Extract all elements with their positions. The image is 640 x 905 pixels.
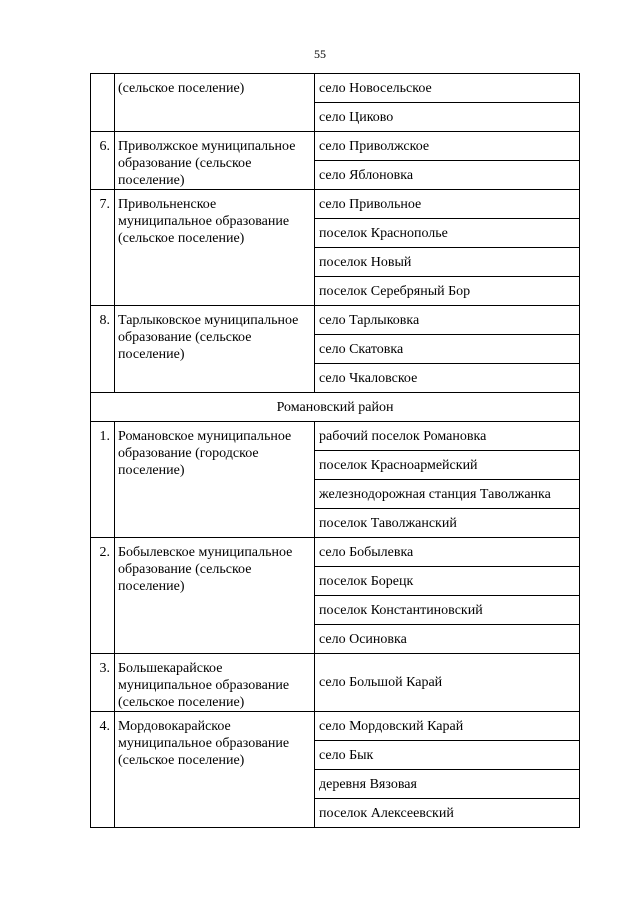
settlement-cell: поселок Борецк xyxy=(315,567,580,596)
table-row xyxy=(91,422,580,451)
municipality-name: Бобылевское муниципальное образование (сельское поселение) xyxy=(115,538,315,654)
settlement-cell: село Яблоновка xyxy=(315,161,580,190)
district-row xyxy=(91,393,580,422)
settlement-cell: рабочий поселок Романовка xyxy=(315,422,580,451)
row-number: 7. xyxy=(91,190,115,306)
row-number: 8. xyxy=(91,306,115,393)
row-number: 2. xyxy=(91,538,115,654)
settlement-cell: село Циково xyxy=(315,103,580,132)
settlement-cell: село Большой Карай xyxy=(315,654,580,712)
municipality-name: (сельское поселение) xyxy=(115,74,315,132)
municipality-name: Приволжское муниципальное образование (сельское поселение) xyxy=(115,132,315,190)
settlement-cell: поселок Краснополье xyxy=(315,219,580,248)
table-row xyxy=(91,306,580,335)
row-number: 4. xyxy=(91,712,115,828)
settlement-cell: поселок Константиновский xyxy=(315,596,580,625)
settlement-cell: железнодорожная станция Таволжанка xyxy=(315,480,580,509)
settlement-cell: поселок Новый xyxy=(315,248,580,277)
settlement-cell: село Скатовка xyxy=(315,335,580,364)
table-row xyxy=(91,654,580,712)
settlements-table xyxy=(90,73,580,828)
settlement-cell: поселок Алексеевский xyxy=(315,799,580,828)
settlement-cell: село Тарлыковка xyxy=(315,306,580,335)
municipality-name: Тарлыковское муниципальное образование (сельское поселение) xyxy=(115,306,315,393)
row-number xyxy=(91,74,115,132)
settlement-cell: село Чкаловское xyxy=(315,364,580,393)
district-heading: Романовский район xyxy=(91,393,580,422)
row-number: 1. xyxy=(91,422,115,538)
settlement-cell: поселок Таволжанский xyxy=(315,509,580,538)
settlement-cell: село Бобылевка xyxy=(315,538,580,567)
settlement-cell: село Бык xyxy=(315,741,580,770)
settlement-cell: село Новосельское xyxy=(315,74,580,103)
municipality-name: Привольненское муниципальное образование (сельское поселение) xyxy=(115,190,315,306)
row-number: 6. xyxy=(91,132,115,190)
table-row xyxy=(91,712,580,741)
settlement-cell: село Мордовский Карай xyxy=(315,712,580,741)
table-row xyxy=(91,190,580,219)
settlement-cell: поселок Серебряный Бор xyxy=(315,277,580,306)
page-number: 55 xyxy=(314,47,326,61)
settlement-cell: деревня Вязовая xyxy=(315,770,580,799)
settlement-cell: поселок Красноармейский xyxy=(315,451,580,480)
district-section xyxy=(91,393,580,422)
municipality-name: Большекарайское муниципальное образование (сельское поселение) xyxy=(115,654,315,712)
municipality-name: Романовское муниципальное образование (городское поселение) xyxy=(115,422,315,538)
table-row xyxy=(91,74,580,103)
row-number: 3. xyxy=(91,654,115,712)
table-body-top xyxy=(91,74,580,393)
table-row xyxy=(91,132,580,161)
settlement-cell: село Приволжское xyxy=(315,132,580,161)
municipality-name: Мордовокарайское муниципальное образование (сельское поселение) xyxy=(115,712,315,828)
table-row xyxy=(91,538,580,567)
settlement-cell: село Осиновка xyxy=(315,625,580,654)
table-body-bottom xyxy=(91,422,580,828)
settlement-cell: село Привольное xyxy=(315,190,580,219)
